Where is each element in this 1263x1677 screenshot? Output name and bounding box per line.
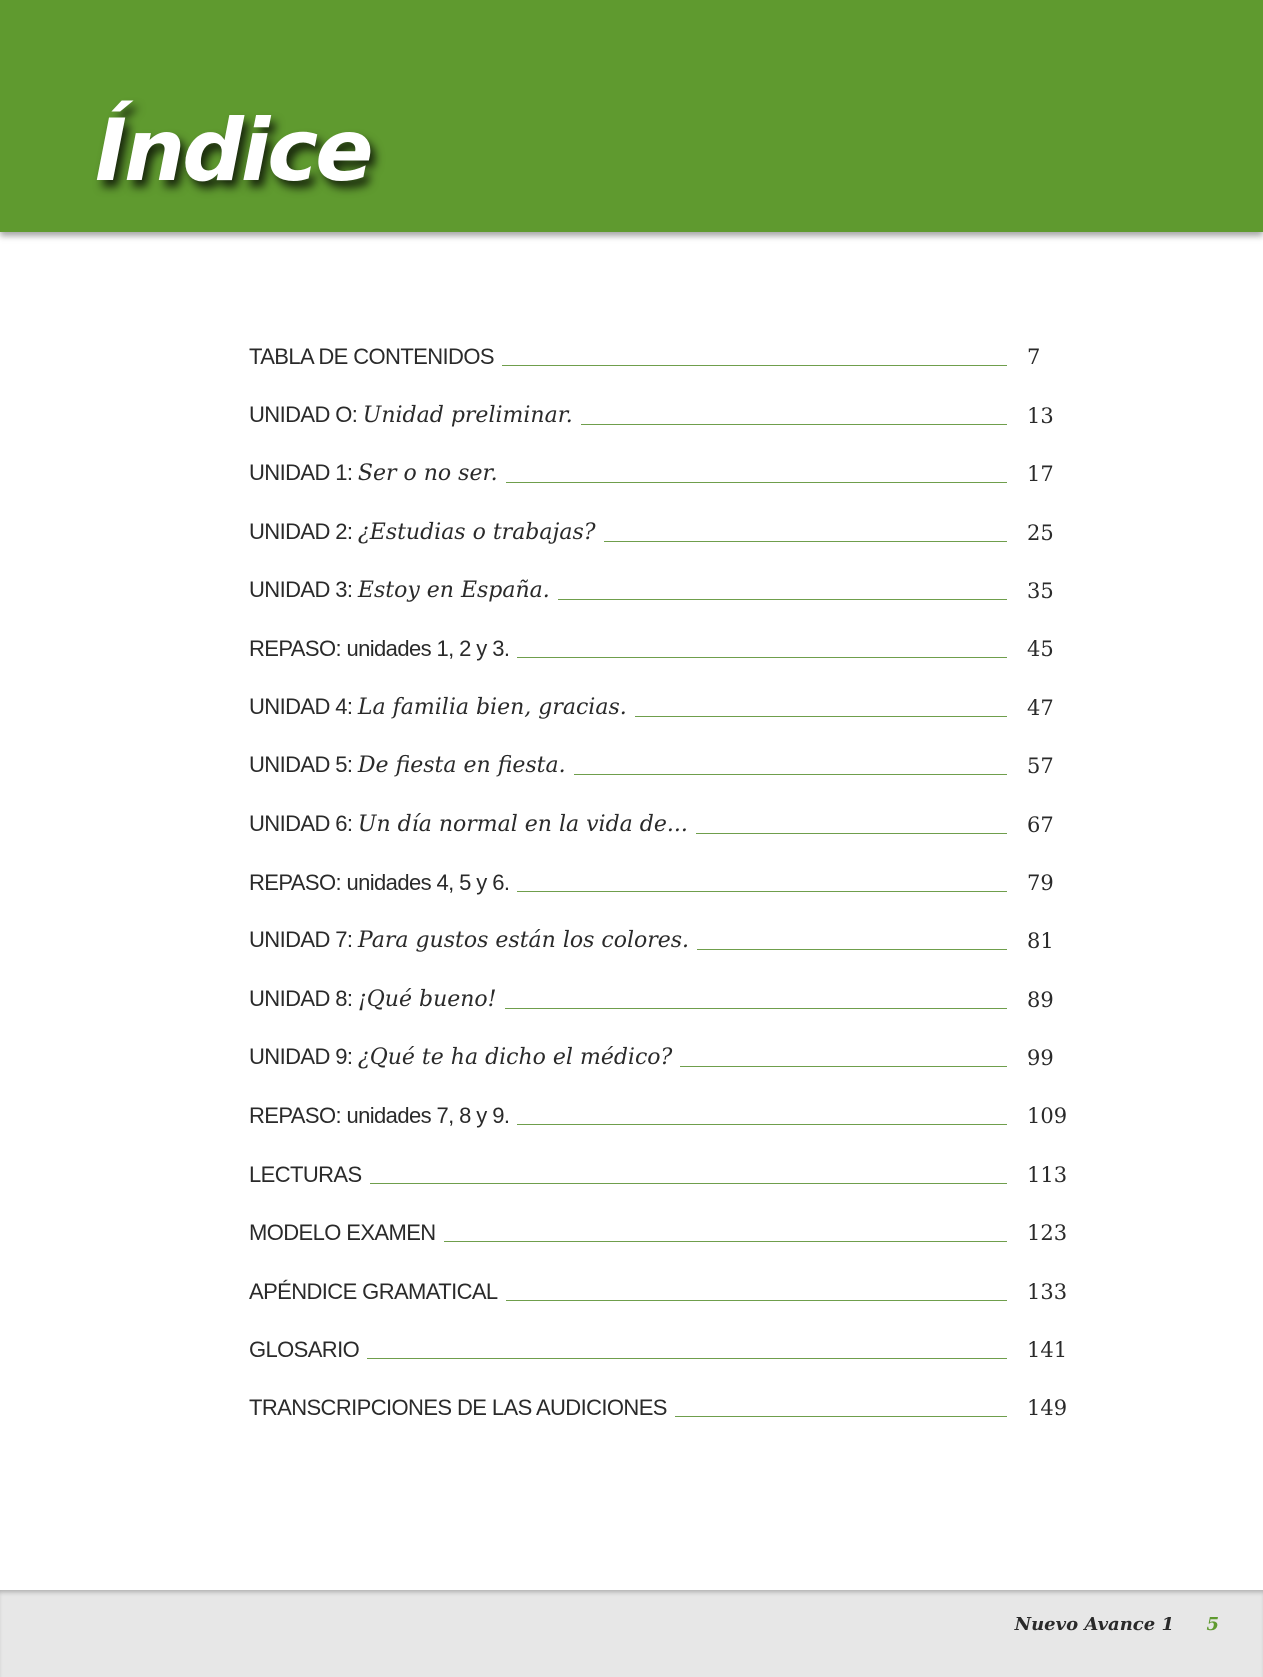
- toc-leader-line: [675, 1416, 1007, 1417]
- toc-entry-prefix: REPASO: unidades 1, 2 y 3.: [249, 636, 510, 662]
- toc-entry-label: [249, 1339, 359, 1361]
- toc-leader-line: [517, 1124, 1007, 1125]
- toc-entry: [249, 1186, 1083, 1244]
- toc-entry-title: Unidad preliminar.: [362, 402, 573, 428]
- toc-entry-label: [249, 985, 497, 1012]
- toc-entry-prefix: LECTURAS: [249, 1161, 362, 1187]
- toc-entry: [249, 777, 1083, 835]
- toc-entry-title: ¿Estudias o trabajas?: [357, 519, 596, 545]
- toc-leader-line: [502, 365, 1007, 366]
- toc-leader-line: [506, 1300, 1007, 1301]
- toc-entry-prefix: UNIDAD 1:: [249, 460, 358, 486]
- toc-entry-prefix: UNIDAD 5:: [249, 752, 358, 778]
- toc-leader-line: [505, 1008, 1007, 1009]
- toc-entry-page: 89: [1027, 987, 1054, 1012]
- toc-entry-prefix: UNIDAD 4:: [249, 693, 358, 719]
- toc-entry: [249, 1303, 1083, 1361]
- toc-leader-line: [367, 1358, 1007, 1359]
- toc-entry-title: ¿Qué te ha dicho el médico?: [357, 1045, 673, 1071]
- toc-entry-page: 149: [1027, 1396, 1068, 1421]
- toc-entry-label: [249, 1105, 509, 1127]
- toc-entry-prefix: UNIDAD O:: [249, 401, 363, 427]
- toc-entry-prefix: GLOSARIO: [249, 1337, 360, 1363]
- toc-entry-label: [249, 346, 494, 368]
- toc-entry-label: [249, 401, 573, 428]
- toc-entry-prefix: UNIDAD 9:: [249, 1044, 358, 1070]
- toc-entry: [249, 310, 1083, 368]
- toc-entry-page: 45: [1027, 637, 1054, 662]
- toc-entry: [249, 1069, 1083, 1127]
- toc-entry-page: 17: [1027, 462, 1054, 487]
- toc-entry: [249, 719, 1083, 777]
- toc-entry-label: [249, 929, 689, 952]
- toc-entry-label: [249, 1278, 498, 1304]
- toc-entry-page: 25: [1027, 520, 1054, 545]
- toc-entry-label: [249, 1222, 436, 1244]
- toc-entry-prefix: REPASO: unidades 4, 5 y 6.: [249, 869, 510, 895]
- toc-entry-prefix: UNIDAD 6:: [249, 810, 358, 836]
- toc-entry-label: [249, 638, 509, 660]
- toc-entry-label: [249, 576, 550, 603]
- toc-entry-prefix: APÉNDICE GRAMATICAL: [249, 1278, 498, 1304]
- toc-leader-line: [680, 1066, 1007, 1067]
- toc-leader-line: [696, 833, 1007, 834]
- toc-entry: [249, 1127, 1083, 1185]
- toc-entry-label: [249, 462, 498, 485]
- toc-leader-line: [635, 716, 1007, 717]
- toc-entry-prefix: TABLA DE CONTENIDOS: [249, 344, 494, 370]
- footer-page-number: 5: [1206, 1614, 1219, 1635]
- toc-entry: [249, 894, 1083, 952]
- toc-leader-line: [370, 1183, 1007, 1184]
- toc-leader-line: [697, 949, 1007, 950]
- toc-entry-prefix: REPASO: unidades 7, 8 y 9.: [249, 1103, 510, 1129]
- toc-entry: [249, 1011, 1083, 1069]
- toc-entry: [249, 485, 1083, 543]
- toc-entry-page: 67: [1027, 812, 1054, 837]
- toc-entry-prefix: TRANSCRIPCIONES DE LAS AUDICIONES: [249, 1395, 667, 1421]
- toc-leader-line: [517, 657, 1007, 658]
- toc-entry: [249, 1244, 1083, 1302]
- footer: [0, 1590, 1263, 1677]
- toc-entry: [249, 602, 1083, 660]
- header-banner: [0, 0, 1263, 232]
- toc-entry: [249, 368, 1083, 426]
- toc-leader-line: [444, 1241, 1007, 1242]
- toc-entry-title: Ser o no ser.: [357, 461, 498, 487]
- toc-entry-label: [249, 1046, 672, 1069]
- toc-entry-prefix: UNIDAD 3:: [249, 576, 358, 602]
- toc-entry-label: [249, 1161, 362, 1187]
- toc-entry-page: 79: [1027, 870, 1054, 895]
- toc-entry-page: 123: [1027, 1221, 1068, 1246]
- toc-entry-label: [249, 1397, 667, 1419]
- toc-entry-page: 141: [1027, 1338, 1068, 1363]
- toc-entry-page: 47: [1027, 695, 1054, 720]
- table-of-contents: [249, 310, 1083, 1419]
- toc-entry-page: 57: [1027, 754, 1054, 779]
- toc-entry-page: 13: [1027, 403, 1054, 428]
- toc-entry-page: 113: [1027, 1162, 1068, 1187]
- toc-entry-page: 81: [1027, 929, 1054, 954]
- toc-entry-title: ¡Qué bueno!: [357, 986, 497, 1012]
- toc-entry-label: [249, 693, 627, 720]
- toc-leader-line: [506, 482, 1007, 483]
- toc-entry: [249, 1361, 1083, 1419]
- toc-entry-page: 99: [1027, 1046, 1054, 1071]
- toc-leader-line: [604, 541, 1007, 542]
- toc-entry-label: [249, 754, 566, 777]
- toc-leader-line: [517, 891, 1007, 892]
- toc-entry-title: La familia bien, gracias.: [357, 694, 627, 720]
- page-title: Índice: [95, 101, 371, 201]
- toc-entry-page: 7: [1027, 345, 1041, 370]
- toc-entry-page: 109: [1027, 1104, 1068, 1129]
- toc-entry-label: [249, 869, 510, 895]
- toc-entry: [249, 952, 1083, 1010]
- toc-leader-line: [581, 424, 1007, 425]
- toc-entry-title: De fiesta en fiesta.: [357, 753, 566, 779]
- toc-entry: [249, 544, 1083, 602]
- toc-entry-title: Un día normal en la vida de...: [357, 811, 688, 837]
- footer-book-title: Nuevo Avance 1: [1014, 1614, 1174, 1635]
- toc-entry-prefix: UNIDAD 8:: [249, 985, 358, 1011]
- toc-entry-page: 133: [1027, 1279, 1068, 1304]
- toc-entry-prefix: UNIDAD 2:: [249, 518, 358, 544]
- toc-entry: [249, 836, 1083, 894]
- toc-entry-label: [249, 518, 596, 545]
- toc-entry-title: Para gustos están los colores.: [357, 928, 690, 954]
- toc-entry-prefix: MODELO EXAMEN: [249, 1220, 436, 1246]
- toc-entry-page: 35: [1027, 578, 1054, 603]
- toc-entry-title: Estoy en España.: [357, 577, 550, 603]
- toc-entry-label: [249, 810, 688, 837]
- toc-entry: [249, 660, 1083, 718]
- toc-entry: [249, 427, 1083, 485]
- toc-leader-line: [574, 774, 1007, 775]
- toc-entry-prefix: UNIDAD 7:: [249, 927, 358, 953]
- toc-leader-line: [558, 599, 1007, 600]
